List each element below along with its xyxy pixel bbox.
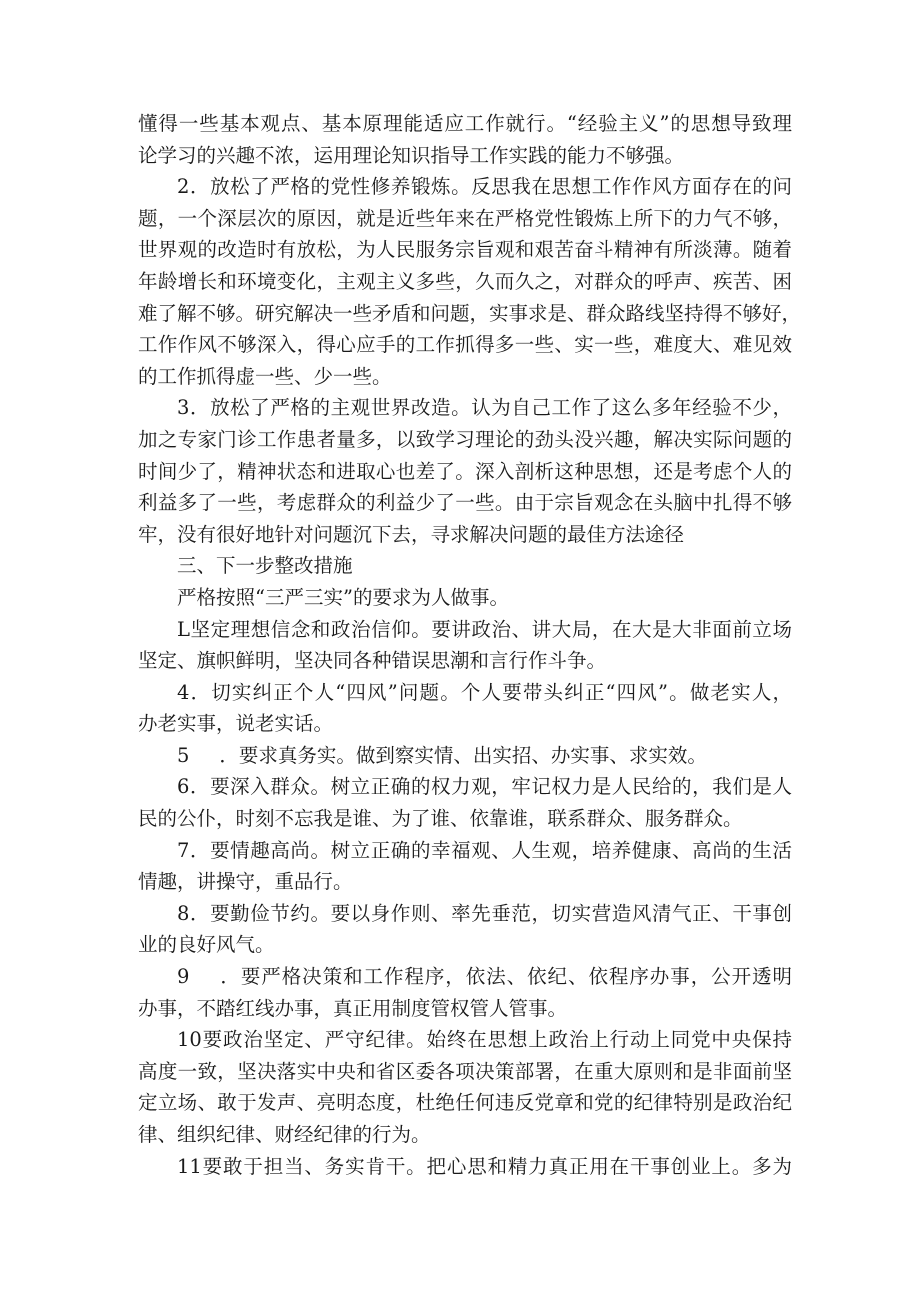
line-text: 利益多了一些，考虑群众的利益少了一些。由于宗旨观念在头脑中扎得不够 bbox=[138, 491, 792, 515]
text-line bbox=[138, 1151, 792, 1183]
line-text: 世界观的改造时有放松，为人民服务宗旨观和艰苦奋斗精神有所淡薄。随着 bbox=[138, 238, 792, 262]
line-text: 题，一个深层次的原因，就是近些年来在严格党性锻炼上所下的力气不够， bbox=[138, 206, 792, 230]
text-line bbox=[138, 582, 792, 614]
list-number: 9 bbox=[177, 965, 190, 989]
text-line bbox=[138, 550, 792, 582]
text-line bbox=[138, 1087, 792, 1119]
line-text: 办事，不踏红线办事，真正用制度管权管人管事。 bbox=[138, 996, 568, 1020]
text-line bbox=[138, 771, 792, 803]
line-text: 懂得一些基本观点、基本原理能适应工作就行。“经验主义”的思想导致理 bbox=[138, 112, 792, 135]
text-line bbox=[138, 329, 792, 361]
text-line bbox=[138, 1056, 792, 1088]
list-number: 5 bbox=[177, 743, 190, 767]
line-text: 11要敢于担当、务实肯干。把心思和精力真正用在干事创业上。多为 bbox=[177, 1154, 792, 1178]
text-line bbox=[138, 993, 792, 1025]
text-line bbox=[138, 487, 792, 519]
text-line bbox=[138, 835, 792, 867]
text-line bbox=[138, 519, 792, 551]
line-text: 的工作抓得虚一些、少一些。 bbox=[138, 364, 392, 388]
text-line bbox=[138, 803, 792, 835]
line-text: 民的公仆，时刻不忘我是谁、为了谁、依靠谁，联系群众、服务群众。 bbox=[138, 807, 743, 831]
text-line bbox=[138, 140, 792, 172]
line-text: 年龄增长和环境变化，主观主义多些，久而久之，对群众的呼声、疾苦、困 bbox=[138, 269, 792, 293]
line-text: 办老实事，说老实话。 bbox=[138, 712, 334, 736]
line-text: 高度一致，坚决落实中央和省区委各项决策部署，在重大原则和是非面前坚 bbox=[138, 1059, 792, 1083]
line-text: 工作作风不够深入，得心应手的工作抓得多一些、实一些，难度大、难见效 bbox=[138, 333, 792, 357]
line-text: 6．要深入群众。树立正确的权力观，牢记权力是人民给的，我们是人 bbox=[177, 775, 792, 799]
line-text: 业的良好风气。 bbox=[138, 933, 275, 957]
text-line bbox=[138, 392, 792, 424]
line-text: 情趣，讲操守，重品行。 bbox=[138, 870, 353, 894]
text-line bbox=[138, 740, 792, 772]
line-text: ．要求真务实。做到察实情、出实招、办实事、求实效。 bbox=[219, 743, 707, 767]
text-line bbox=[138, 866, 792, 898]
text-line bbox=[138, 171, 792, 203]
text-line bbox=[138, 708, 792, 740]
text-line bbox=[138, 961, 792, 993]
text-line bbox=[138, 361, 792, 393]
document-body bbox=[138, 108, 802, 1182]
text-line bbox=[138, 898, 792, 930]
text-line bbox=[138, 677, 792, 709]
line-text: 10要政治坚定、严守纪律。始终在思想上政治上行动上同党中央保持 bbox=[177, 1028, 792, 1052]
line-text: 论学习的兴趣不浓，运用理论知识指导工作实践的能力不够强。 bbox=[138, 143, 685, 167]
text-line bbox=[138, 266, 792, 298]
text-line bbox=[138, 1024, 792, 1056]
text-line bbox=[138, 234, 792, 266]
line-text: 严格按照“三严三实”的要求为人做事。 bbox=[177, 585, 509, 609]
line-text: 律、组织纪律、财经纪律的行为。 bbox=[138, 1123, 431, 1146]
line-text: L坚定理想信念和政治信仰。要讲政治、讲大局，在大是大非面前立场 bbox=[177, 617, 792, 641]
line-text: 加之专家门诊工作患者量多，以致学习理论的劲头没兴趣，解决实际问题的 bbox=[138, 427, 792, 451]
text-line bbox=[138, 424, 792, 456]
text-line bbox=[138, 298, 802, 330]
line-text: 三、下一步整改措施 bbox=[177, 554, 353, 578]
text-line bbox=[138, 1119, 792, 1151]
line-text: 4．切实纠正个人“四风”问题。个人要带头纠正“四风”。做老实人， bbox=[177, 680, 792, 704]
text-line bbox=[138, 108, 792, 140]
line-text: ．要严格决策和工作程序，依法、依纪、依程序办事，公开透明 bbox=[219, 965, 792, 989]
line-text: 8．要勤俭节约。要以身作则、率先垂范，切实营造风清气正、干事创 bbox=[177, 901, 792, 925]
line-text: 7．要情趣高尚。树立正确的幸福观、人生观，培养健康、高尚的生活 bbox=[177, 838, 792, 862]
line-text: 定立场、敢于发声、亮明态度，杜绝任何违反党章和党的纪律特别是政治纪 bbox=[138, 1091, 792, 1115]
line-text: 2．放松了严格的党性修养锻炼。反思我在思想工作作风方面存在的问 bbox=[177, 175, 792, 199]
line-text: 3．放松了严格的主观世界改造。认为自己工作了这么多年经验不少， bbox=[177, 396, 792, 420]
text-line bbox=[138, 929, 792, 961]
line-text: 难了解不够。研究解决一些矛盾和问题，实事求是、群众路线坚持得不够好， bbox=[138, 301, 802, 325]
line-text: 牢，没有很好地针对问题沉下去，寻求解决问题的最佳方法途径 bbox=[138, 522, 685, 546]
text-line bbox=[138, 203, 792, 235]
line-text: 时间少了，精神状态和进取心也差了。深入剖析这种思想，还是考虑个人的 bbox=[138, 459, 792, 483]
text-line bbox=[138, 645, 792, 677]
text-line bbox=[138, 456, 792, 488]
text-line bbox=[138, 614, 792, 646]
line-text: 坚定、旗帜鲜明，坚决同各种错误思潮和言行作斗争。 bbox=[138, 649, 607, 673]
